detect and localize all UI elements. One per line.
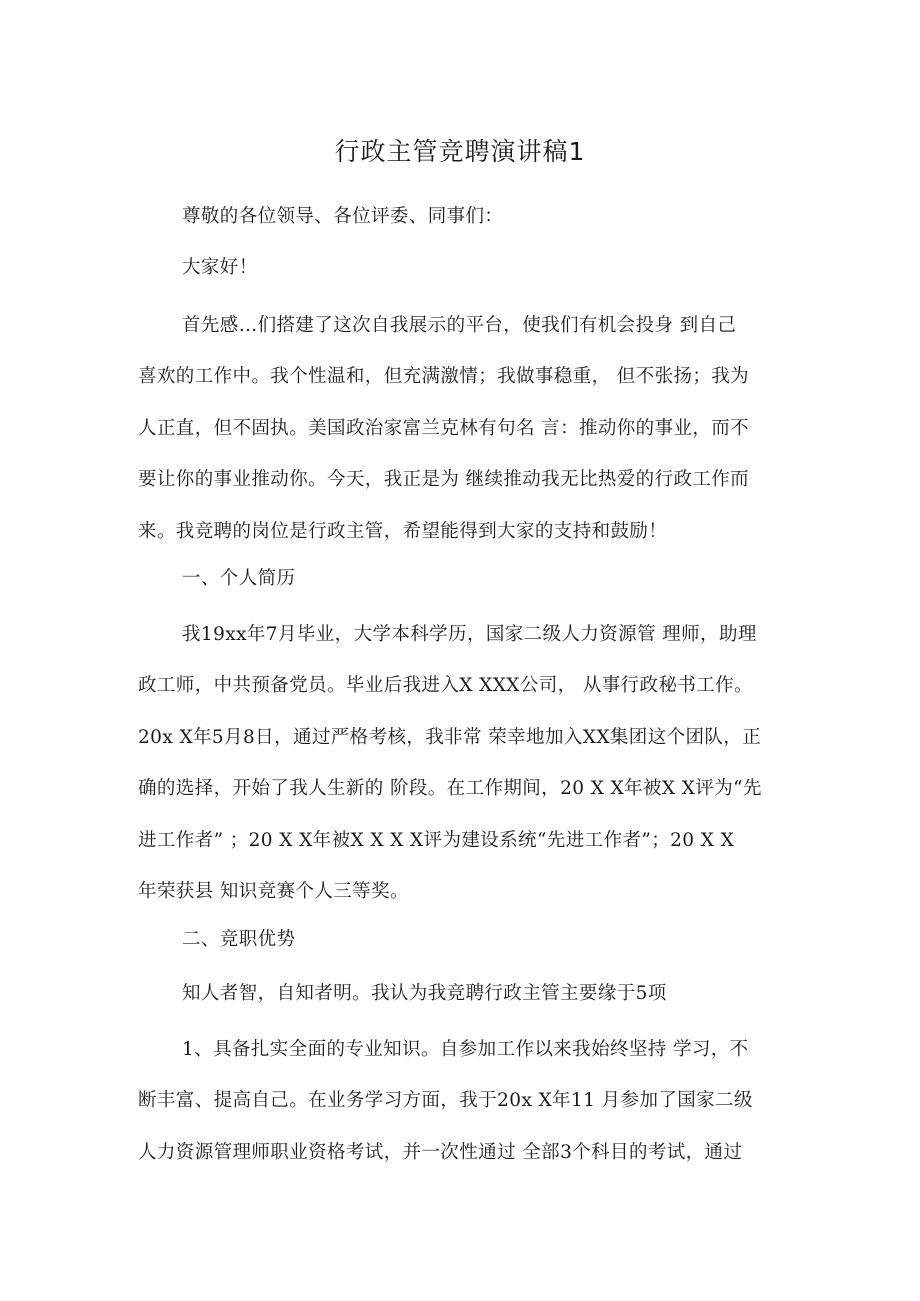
paragraph-intro: [138, 300, 783, 557]
text-line: 政工师，中共预备党员。毕业后我进入X XXX公司， 从事行政秘书工作。: [138, 675, 753, 697]
section-heading-advantages: [138, 914, 783, 965]
text-line: 喜欢的工作中。我个性温和，但充满激情；我做事稳重， 但不张扬；我为: [138, 366, 750, 388]
text-line: 我19xx年7月毕业，大学本科学历，国家二级人力资源管 理师，助理: [182, 624, 757, 645]
paragraph-advantage-1: [138, 1024, 783, 1178]
text-line: 来。我竞聘的岗位是行政主管，希望能得到大家的支持和鼓励！: [138, 520, 668, 542]
paragraph-salutation: [138, 191, 783, 242]
section-heading: 二、竞职优势: [182, 929, 296, 950]
text-line: 断丰富、提高自己。在业务学习方面，我于20x X年11 月参加了国家二级: [138, 1090, 753, 1112]
text-line: 尊敬的各位领导、各位评委、同事们：: [182, 206, 504, 227]
text-line: 要让你的事业推动你。今天，我正是为 继续推动我无比热爱的行政工作而: [138, 469, 750, 491]
text-line: 人力资源管理师职业资格考试，并一次性通过 全部3个科目的考试，通过: [138, 1141, 743, 1163]
document-title: 行政主管竞聘演讲稿1: [334, 137, 586, 166]
text-line: 知人者智，自知者明。我认为我竞聘行政主管主要缘于5项: [182, 983, 667, 1004]
section-heading: 一、个人简历: [182, 568, 296, 589]
text-line: 1、具备扎实全面的专业知识。自参加工作以来我始终坚持 学习，不: [182, 1039, 749, 1060]
text-line: 大家好！: [182, 257, 258, 278]
text-line: 确的选择，开始了我人生新的 阶段。在工作期间，20 X X年被X X评为“先: [138, 778, 762, 800]
text-line: 进工作者” ；20 X X年被X X X X评为建设系统“先进工作者”；20 X X: [138, 829, 735, 851]
paragraph-greeting: [138, 242, 783, 293]
paragraph-advantages-intro: [138, 968, 783, 1019]
text-line: 人正直，但不固执。美国政治家富兰克林有句名 言：推动你的事业，而不: [138, 417, 750, 439]
text-line: 首先感…们搭建了这次自我展示的平台，使我们有机会投身 到自己: [182, 315, 737, 336]
section-heading-resume: [138, 553, 783, 604]
text-line: 年荣获县 知识竞赛个人三等奖。: [138, 881, 409, 903]
text-line: 20x X年5月8日，通过严格考核，我非常 荣幸地加入XX集团这个团队，正: [138, 726, 762, 748]
paragraph-resume: [138, 609, 783, 917]
